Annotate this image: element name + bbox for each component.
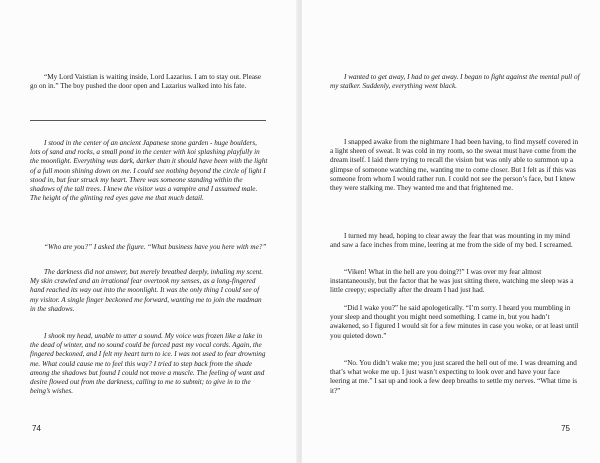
right-paragraph-1: I snapped awake from the nightmare I had been having, to find myself covered in a light sheen of sweat. It was cold in my room, so the sweat must have come from the dream itself. I laid there trying to recall the vision but was only able to summon up a glimpse of someone watching me, wanting me to come closer. But I felt as if this was someone from whom I would rather run. I could not see the person’s face, but I knew they were stalking me. They wanted me and that frightened me.: [330, 138, 579, 193]
right-paragraph-2: I turned my head, hoping to clear away the fear that was mounting in my mind and saw a face inches from mine, leering at me from the side of my bed. I screamed.: [330, 232, 573, 250]
left-paragraph-2: “Who are you?” I asked the figure. “What business have you here with me?”: [44, 243, 267, 251]
scene-break-rule: [30, 120, 266, 121]
right-page: [302, 0, 600, 463]
right-paragraph-3: “Viken! What in the hell are you doing?!” I was over my fear almost instantaneously, but the factor that he was just sitting there, watching me sleep was a little creepy; especially after the dream I had just had.: [330, 268, 574, 295]
left-paragraph-3: The darkness did not answer, but merely breathed deeply, inhaling my scent. My skin crawled and an irrational fear overtook my senses, as a long-fingered hand reached its way out into the moonlight. It was the only thing I could see of my visitor. A single finger beckoned me forward, wanting me to join the madman in the shadows.: [30, 268, 264, 313]
left-paragraph-1: I stood in the center of an ancient Japanese stone garden - huge boulders, lots of sand and rocks, a small pond in the center with koi splashing playfully in the moonlight. Everything was dark, darker than it should have been with the light of a full moon shining down on me. I could see nothing beyond the circle of light I stood in, but fear struck my heart. There was someone standing within the shadows of the tall trees. I knew the visitor was a vampire and I assumed male. The height of the glinting red eyes gave me that much detail.: [30, 139, 268, 203]
left-page-number: 74: [32, 424, 41, 433]
right-paragraph-4: “Did I wake you?” he said apologetically. “I’m sorry. I heard you mumbling in your sleep and thought you might need something. I came in, but you hadn’t awakened, so I figured I would sit for a few minutes in case you woke, or at least until you quieted down.”: [330, 304, 579, 340]
left-page: [0, 0, 298, 463]
left-paragraph-top: “My Lord Vaistian is waiting inside, Lord Lazarius. I am to stay out. Please go on in.” The boy pushed the door open and Lazarius walked into his fate.: [30, 73, 262, 91]
right-page-number: 75: [561, 424, 570, 433]
right-paragraph-5: “No. You didn’t wake me; you just scared the hell out of me. I was dreaming and that’s what woke me up. I just wasn’t expecting to look over and have your face leering at me.” I sat up and took a few deep breaths to settle my nerves. “What time is it?”: [330, 359, 578, 395]
left-paragraph-4: I shook my head, unable to utter a sound. My voice was frozen like a lake in the dead of winter, and no sound could be forced past my vocal cords. Again, the fingered beckoned, and I felt my heart turn to ice. I was not used to fear drowning me. What could cause me to feel this way? I tried to step back from the shade among the shadows but found I could not move a muscle. The feeling of want and desire flowed out from the darkness, calling to me to submit; to give in to the being’s wishes.: [30, 332, 266, 396]
right-paragraph-top: I wanted to get away, I had to get away. I began to fight against the mental pull of my stalker. Suddenly, everything went black.: [330, 73, 580, 91]
